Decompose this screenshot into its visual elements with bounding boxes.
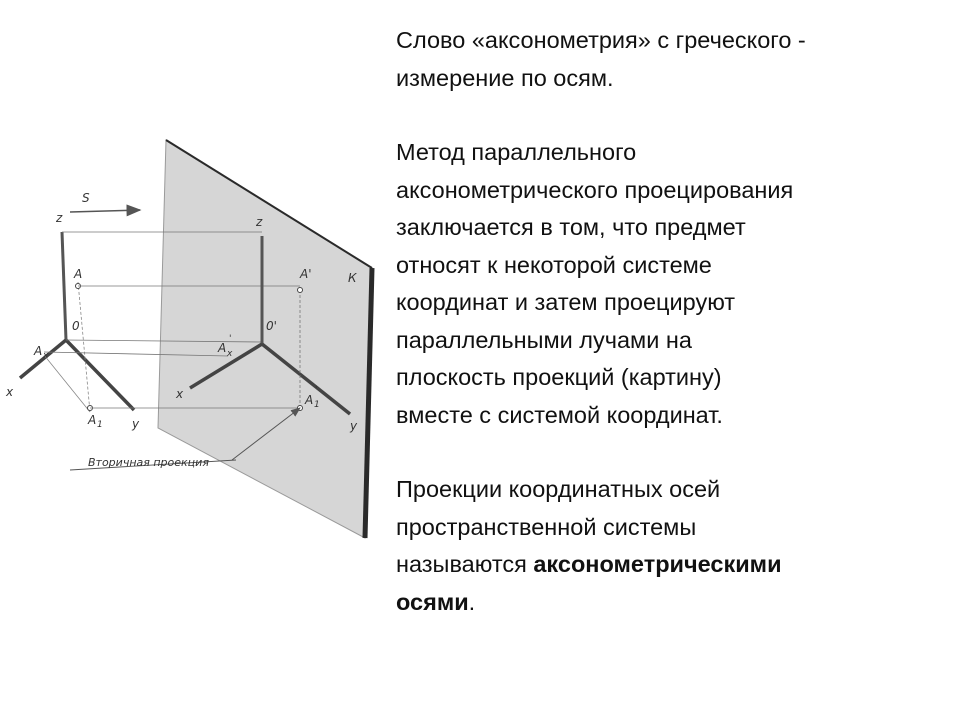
axonometric-term: аксонометрическими	[533, 551, 782, 577]
svg-text:A: A	[88, 413, 97, 427]
method-line-1: Метод параллельного	[396, 139, 637, 165]
axes-term: осями	[396, 588, 469, 615]
svg-text:A: A	[34, 344, 43, 358]
definition-line-2: измерение по осям.	[396, 64, 614, 91]
direction-label: S	[82, 191, 90, 205]
method-line-3: заключается в том, что предмет	[396, 214, 746, 240]
left-axis-system	[5, 211, 140, 431]
definition-line-1: Слово «аксонометрия» с греческого -	[396, 27, 806, 53]
picture-plane	[158, 140, 372, 538]
explanation-text	[396, 22, 944, 621]
method-line-5: координат и затем проецируют	[396, 289, 736, 315]
method-line-7: плоскость проекций (картину)	[396, 364, 722, 390]
secondary-projection-label: Вторичная проекция	[88, 456, 209, 469]
svg-text:x: x	[6, 385, 14, 399]
svg-text:z: z	[256, 215, 263, 229]
svg-text:': '	[315, 385, 318, 395]
svg-text:A': A'	[300, 267, 312, 281]
method-line-6: параллельными лучами на	[396, 326, 692, 353]
axes-line-4	[396, 584, 944, 622]
svg-text:A: A	[218, 341, 227, 355]
axonometry-diagram	[0, 0, 390, 560]
svg-text:A: A	[74, 267, 83, 281]
plane-label: К	[348, 271, 357, 285]
method-line-8: вместе с системой координат.	[396, 401, 723, 428]
method-line-4: относят к некоторой системе	[396, 251, 712, 278]
svg-text:A: A	[305, 393, 314, 407]
svg-text:x: x	[227, 349, 233, 359]
svg-text:1: 1	[314, 400, 320, 410]
svg-text:': '	[229, 334, 232, 344]
svg-text:0: 0	[72, 319, 80, 333]
axes-line-1: Проекции координатных осей	[396, 476, 721, 502]
method-line-2: аксонометрического проецирования	[396, 176, 794, 203]
svg-text:x: x	[43, 351, 49, 361]
direction-arrow	[70, 210, 140, 212]
svg-text:y: y	[350, 419, 358, 433]
svg-text:z: z	[56, 211, 63, 225]
svg-text:0': 0'	[266, 319, 277, 333]
svg-text:y: y	[132, 417, 140, 431]
axes-line-3	[396, 546, 944, 584]
axes-line-2: пространственной системы	[396, 513, 697, 540]
svg-text:1: 1	[97, 420, 103, 430]
axes-line-4-end: .	[468, 588, 476, 615]
svg-text:x: x	[176, 387, 184, 401]
axes-line-3-text: называются	[396, 551, 534, 577]
